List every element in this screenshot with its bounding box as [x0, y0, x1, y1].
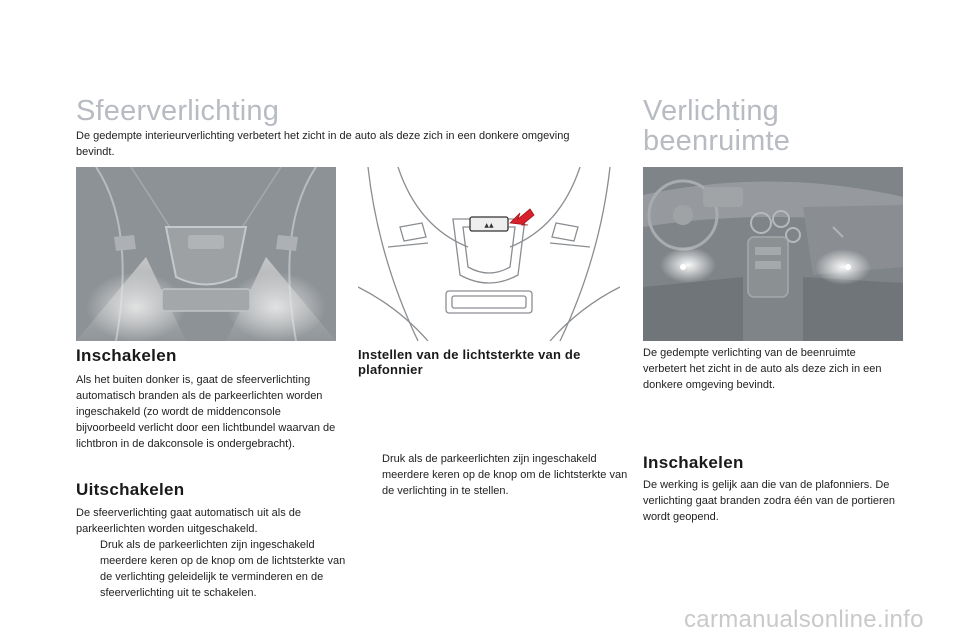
title-line-1: Verlichting [643, 95, 779, 127]
plafonnier-line-drawing [358, 167, 620, 341]
ceiling-console-ambient-image [76, 167, 336, 341]
heading-inschakelen-right: Inschakelen [643, 453, 744, 472]
heading-uitschakelen: Uitschakelen [76, 480, 185, 499]
beenruimte-text: De gedempte verlichting van de beenruimte verbetert het zicht in de auto als deze zich in een donkere omgeving bevindt. [643, 347, 882, 391]
uitschakelen-bullet-text: Druk als de parkeerlichten zijn ingeschakeld meerdere keren op de knop om de lichtsterkte van de verlichting geleidelijk te verminderen en de sfeerverlichting uit te schakelen. [100, 539, 346, 599]
instellen-bullet-text: Druk als de parkeerlichten zijn ingeschakeld meerdere keren op de knop om de lichtsterkte van de verlichting in te stellen. [382, 453, 628, 497]
title-sfeerverlichting: Sfeerverlichting [76, 95, 280, 127]
watermark: carmanualsonline.info [684, 606, 924, 633]
uitschakelen-text: De sfeerverlichting gaat automatisch uit als de parkeerlichten worden uitgeschakeld. [76, 507, 302, 535]
footwell-lighting-image [643, 167, 903, 341]
title-line-2: beenruimte [643, 125, 791, 157]
svg-text:▲▲: ▲▲ [484, 222, 494, 229]
title-verlichting-beenruimte [643, 96, 903, 156]
heading-instellen: Instellen van de lichtsterkte van de plafonnier [358, 347, 581, 377]
heading-inschakelen-left: Inschakelen [76, 346, 177, 365]
inschakelen-right-text: De werking is gelijk aan die van de plafonniers. De verlichting gaat branden zodra één van de portieren wordt geopend. [643, 479, 895, 523]
intro-text: De gedempte interieurverlichting verbetert het zicht in de auto als deze zich in een donkere omgeving bevindt. [76, 130, 570, 158]
inschakelen-left-text: Als het buiten donker is, gaat de sfeerverlichting automatisch branden als de parkeerlichten worden ingeschakeld (zo wordt de middenconsole bijvoorbeeld verlicht door een lichtbundel waarvan de lichtbron in de dakconsole is ondergebracht). [76, 374, 336, 450]
uitschakelen-bullet [76, 537, 352, 601]
instellen-bullet [358, 451, 634, 499]
